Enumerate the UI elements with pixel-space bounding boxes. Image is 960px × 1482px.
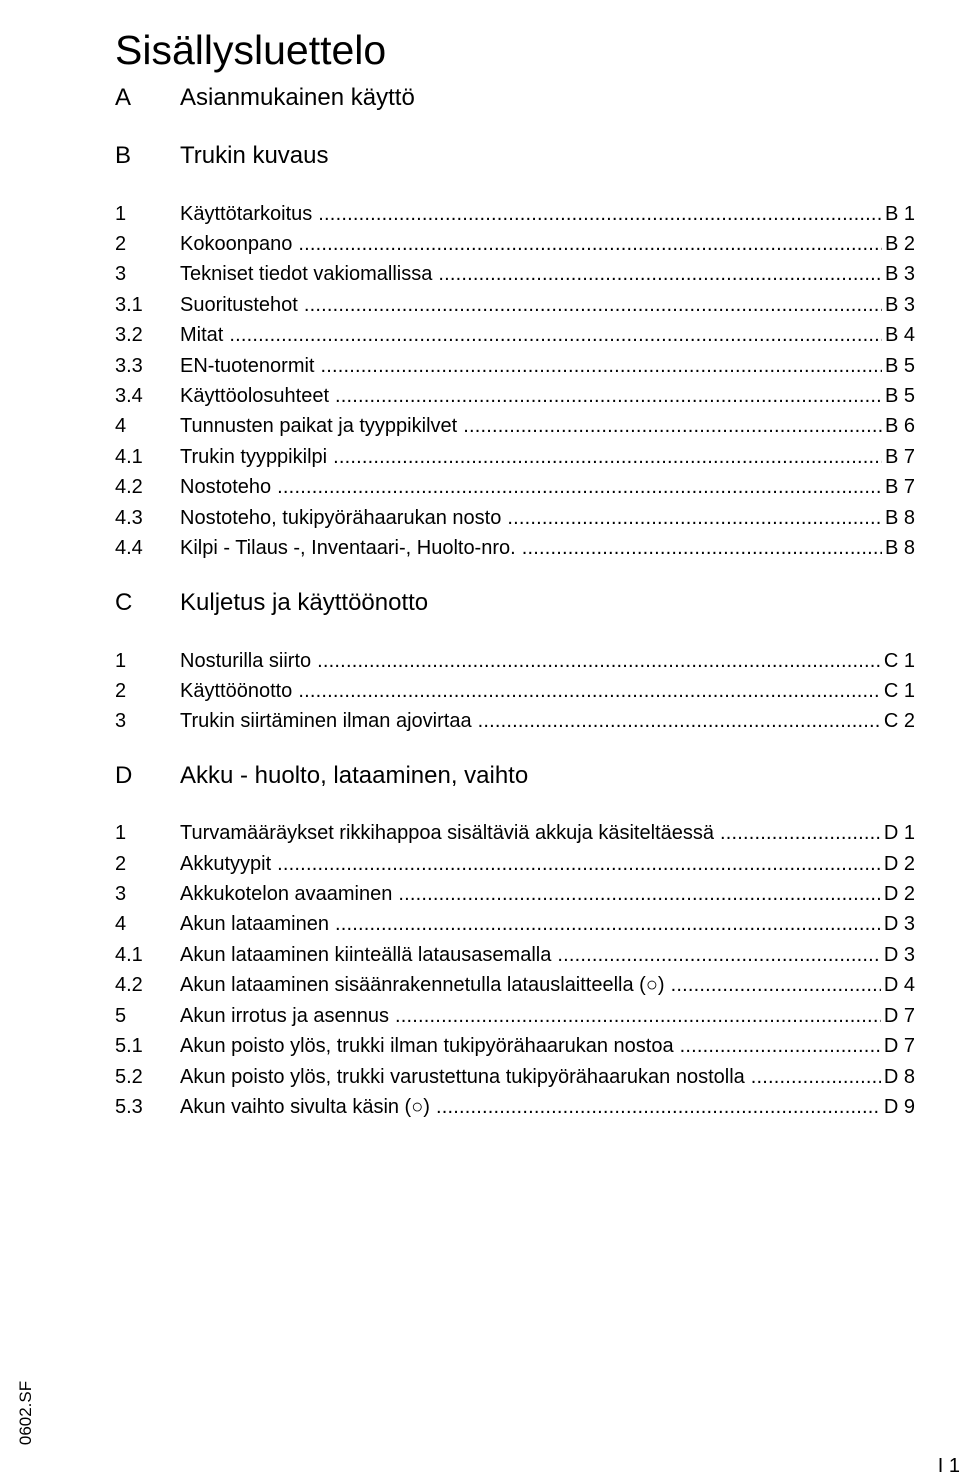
toc-entry[interactable] xyxy=(115,201,915,227)
toc-entry[interactable] xyxy=(115,292,915,318)
toc-entry[interactable] xyxy=(115,942,915,968)
entry-title: Akun poisto ylös, trukki varustettuna tukipyörähaarukan nostolla xyxy=(180,1066,745,1088)
entry-title: Käyttöönotto xyxy=(180,680,293,702)
dot-leader xyxy=(229,322,882,348)
entry-page: B 1 xyxy=(884,203,915,225)
entry-title: Akun poisto ylös, trukki ilman tukipyörähaarukan nostoa xyxy=(180,1035,674,1057)
entry-page: D 7 xyxy=(883,1035,915,1057)
entry-number: 4.4 xyxy=(115,537,143,559)
toc-entry[interactable] xyxy=(115,881,915,907)
entry-title: Nosturilla siirto xyxy=(180,650,312,672)
entry-title: Trukin siirtäminen ilman ajovirtaa xyxy=(180,710,472,732)
section-letter: B xyxy=(115,142,132,169)
toc-entry[interactable] xyxy=(115,648,915,674)
toc-entry[interactable] xyxy=(115,231,915,257)
entry-number: 4.2 xyxy=(115,974,143,996)
entry-title: Akun lataaminen kiinteällä latausasemalla xyxy=(180,944,552,966)
toc-entry[interactable] xyxy=(115,708,915,734)
entry-number: 1 xyxy=(115,822,127,844)
dot-leader xyxy=(478,708,881,734)
toc-entry[interactable] xyxy=(115,1064,915,1090)
section-title: Akku - huolto, lataaminen, vaihto xyxy=(180,762,529,789)
dot-leader xyxy=(277,851,881,877)
entry-number: 3.2 xyxy=(115,324,143,346)
entry-title: Akkukotelon avaaminen xyxy=(180,883,393,905)
section-heading-a xyxy=(115,83,915,113)
dot-leader xyxy=(298,678,881,704)
section-letter: C xyxy=(115,589,133,616)
entry-number: 1 xyxy=(115,650,127,672)
dot-leader xyxy=(395,1003,881,1029)
entry-title: Suoritustehot xyxy=(180,294,298,316)
entry-number: 3.3 xyxy=(115,355,143,377)
entry-number: 3.1 xyxy=(115,294,143,316)
entry-page: B 6 xyxy=(884,415,915,437)
entry-title: Akun lataaminen xyxy=(180,913,329,935)
entry-title: Kilpi - Tilaus -, Inventaari-, Huolto-nro. xyxy=(180,537,516,559)
toc-entry[interactable] xyxy=(115,505,915,531)
entry-title: Akun vaihto sivulta käsin (○) xyxy=(180,1096,430,1118)
entry-number: 2 xyxy=(115,233,127,255)
dot-leader xyxy=(436,1094,881,1120)
entry-page: D 2 xyxy=(883,853,915,875)
entry-number: 3 xyxy=(115,710,127,732)
toc-entry[interactable] xyxy=(115,911,915,937)
entry-page: B 8 xyxy=(884,507,915,529)
dot-leader xyxy=(720,820,881,846)
entry-title: Akun lataaminen sisäänrakennetulla latauslaitteella (○) xyxy=(180,974,665,996)
entry-title: Tunnusten paikat ja tyyppikilvet xyxy=(180,415,458,437)
toc-entry[interactable] xyxy=(115,1033,915,1059)
entry-page: C 2 xyxy=(883,710,915,732)
toc-entry[interactable] xyxy=(115,972,915,998)
dot-leader xyxy=(463,413,882,439)
toc-entry[interactable] xyxy=(115,322,915,348)
toc-entry[interactable] xyxy=(115,383,915,409)
dot-leader xyxy=(680,1033,881,1059)
entry-number: 5.2 xyxy=(115,1066,143,1088)
entry-number: 4.2 xyxy=(115,476,143,498)
entry-title: Nostoteho, tukipyörähaarukan nosto xyxy=(180,507,502,529)
entry-number: 4 xyxy=(115,415,127,437)
entry-number: 5.1 xyxy=(115,1035,143,1057)
entry-page: B 4 xyxy=(884,324,915,346)
entry-page: B 5 xyxy=(884,355,915,377)
toc-entry[interactable] xyxy=(115,535,915,561)
dot-leader xyxy=(298,231,882,257)
dot-leader xyxy=(438,261,882,287)
toc-entry[interactable] xyxy=(115,353,915,379)
dot-leader xyxy=(318,201,882,227)
toc-entry[interactable] xyxy=(115,474,915,500)
section-letter: D xyxy=(115,762,133,789)
entry-title: Trukin tyyppikilpi xyxy=(180,446,328,468)
entry-page: B 2 xyxy=(884,233,915,255)
entry-number: 2 xyxy=(115,853,127,875)
entry-page: D 8 xyxy=(883,1066,915,1088)
entry-number: 4.3 xyxy=(115,507,143,529)
entry-page: D 2 xyxy=(883,883,915,905)
section-heading-b xyxy=(115,141,915,171)
dot-leader xyxy=(277,474,882,500)
entry-title: Akkutyypit xyxy=(180,853,272,875)
toc-entry[interactable] xyxy=(115,1094,915,1120)
entry-number: 4.1 xyxy=(115,446,143,468)
dot-leader xyxy=(398,881,881,907)
entry-title: EN-tuotenormit xyxy=(180,355,315,377)
entry-page: D 3 xyxy=(883,944,915,966)
entry-number: 3 xyxy=(115,883,127,905)
entry-page: C 1 xyxy=(883,680,915,702)
toc-entry[interactable] xyxy=(115,820,915,846)
entry-title: Käyttötarkoitus xyxy=(180,203,313,225)
dot-leader xyxy=(751,1064,881,1090)
entry-number: 5 xyxy=(115,1005,127,1027)
dot-leader xyxy=(333,444,882,470)
toc-entry[interactable] xyxy=(115,261,915,287)
toc-entry[interactable] xyxy=(115,1003,915,1029)
section-title: Kuljetus ja käyttöönotto xyxy=(180,589,429,616)
dot-leader xyxy=(335,383,882,409)
section-heading-d xyxy=(115,761,915,791)
page-title: Sisällysluettelo xyxy=(115,27,387,74)
entry-title: Kokoonpano xyxy=(180,233,293,255)
entry-page: C 1 xyxy=(883,650,915,672)
entry-number: 4.1 xyxy=(115,944,143,966)
entry-page: D 9 xyxy=(883,1096,915,1118)
entry-number: 5.3 xyxy=(115,1096,143,1118)
section-letter: A xyxy=(115,84,132,111)
section-title: Trukin kuvaus xyxy=(180,142,329,169)
entry-title: Turvamääräykset rikkihappoa sisältäviä akkuja käsiteltäessä xyxy=(180,822,714,844)
dot-leader xyxy=(507,505,882,531)
page-number: I 1 xyxy=(937,1455,960,1477)
entry-number: 3 xyxy=(115,263,127,285)
dot-leader xyxy=(522,535,882,561)
entry-page: B 7 xyxy=(884,476,915,498)
entry-title: Käyttöolosuhteet xyxy=(180,385,329,407)
toc-entry[interactable] xyxy=(115,851,915,877)
entry-title: Mitat xyxy=(180,324,224,346)
entry-page: B 5 xyxy=(884,385,915,407)
toc-entry[interactable] xyxy=(115,413,915,439)
entry-page: D 7 xyxy=(883,1005,915,1027)
entry-page: B 7 xyxy=(884,446,915,468)
entry-number: 1 xyxy=(115,203,127,225)
dot-leader xyxy=(317,648,881,674)
entry-page: B 3 xyxy=(884,263,915,285)
dot-leader xyxy=(335,911,881,937)
entry-title: Akun irrotus ja asennus xyxy=(180,1005,390,1027)
entry-number: 3.4 xyxy=(115,385,143,407)
entry-page: D 1 xyxy=(883,822,915,844)
toc-entry[interactable] xyxy=(115,678,915,704)
entry-page: D 3 xyxy=(883,913,915,935)
dot-leader xyxy=(671,972,881,998)
entry-title: Tekniset tiedot vakiomallissa xyxy=(180,263,433,285)
dot-leader xyxy=(557,942,881,968)
entry-page: B 8 xyxy=(884,537,915,559)
entry-number: 4 xyxy=(115,913,127,935)
dot-leader xyxy=(321,353,882,379)
entry-page: B 3 xyxy=(884,294,915,316)
section-title: Asianmukainen käyttö xyxy=(180,84,415,111)
section-heading-c xyxy=(115,588,915,618)
entry-page: D 4 xyxy=(883,974,915,996)
dot-leader xyxy=(304,292,882,318)
entry-title: Nostoteho xyxy=(180,476,272,498)
entry-number: 2 xyxy=(115,680,127,702)
document-code: 0602.SF xyxy=(16,1380,36,1446)
toc-entry[interactable] xyxy=(115,444,915,470)
